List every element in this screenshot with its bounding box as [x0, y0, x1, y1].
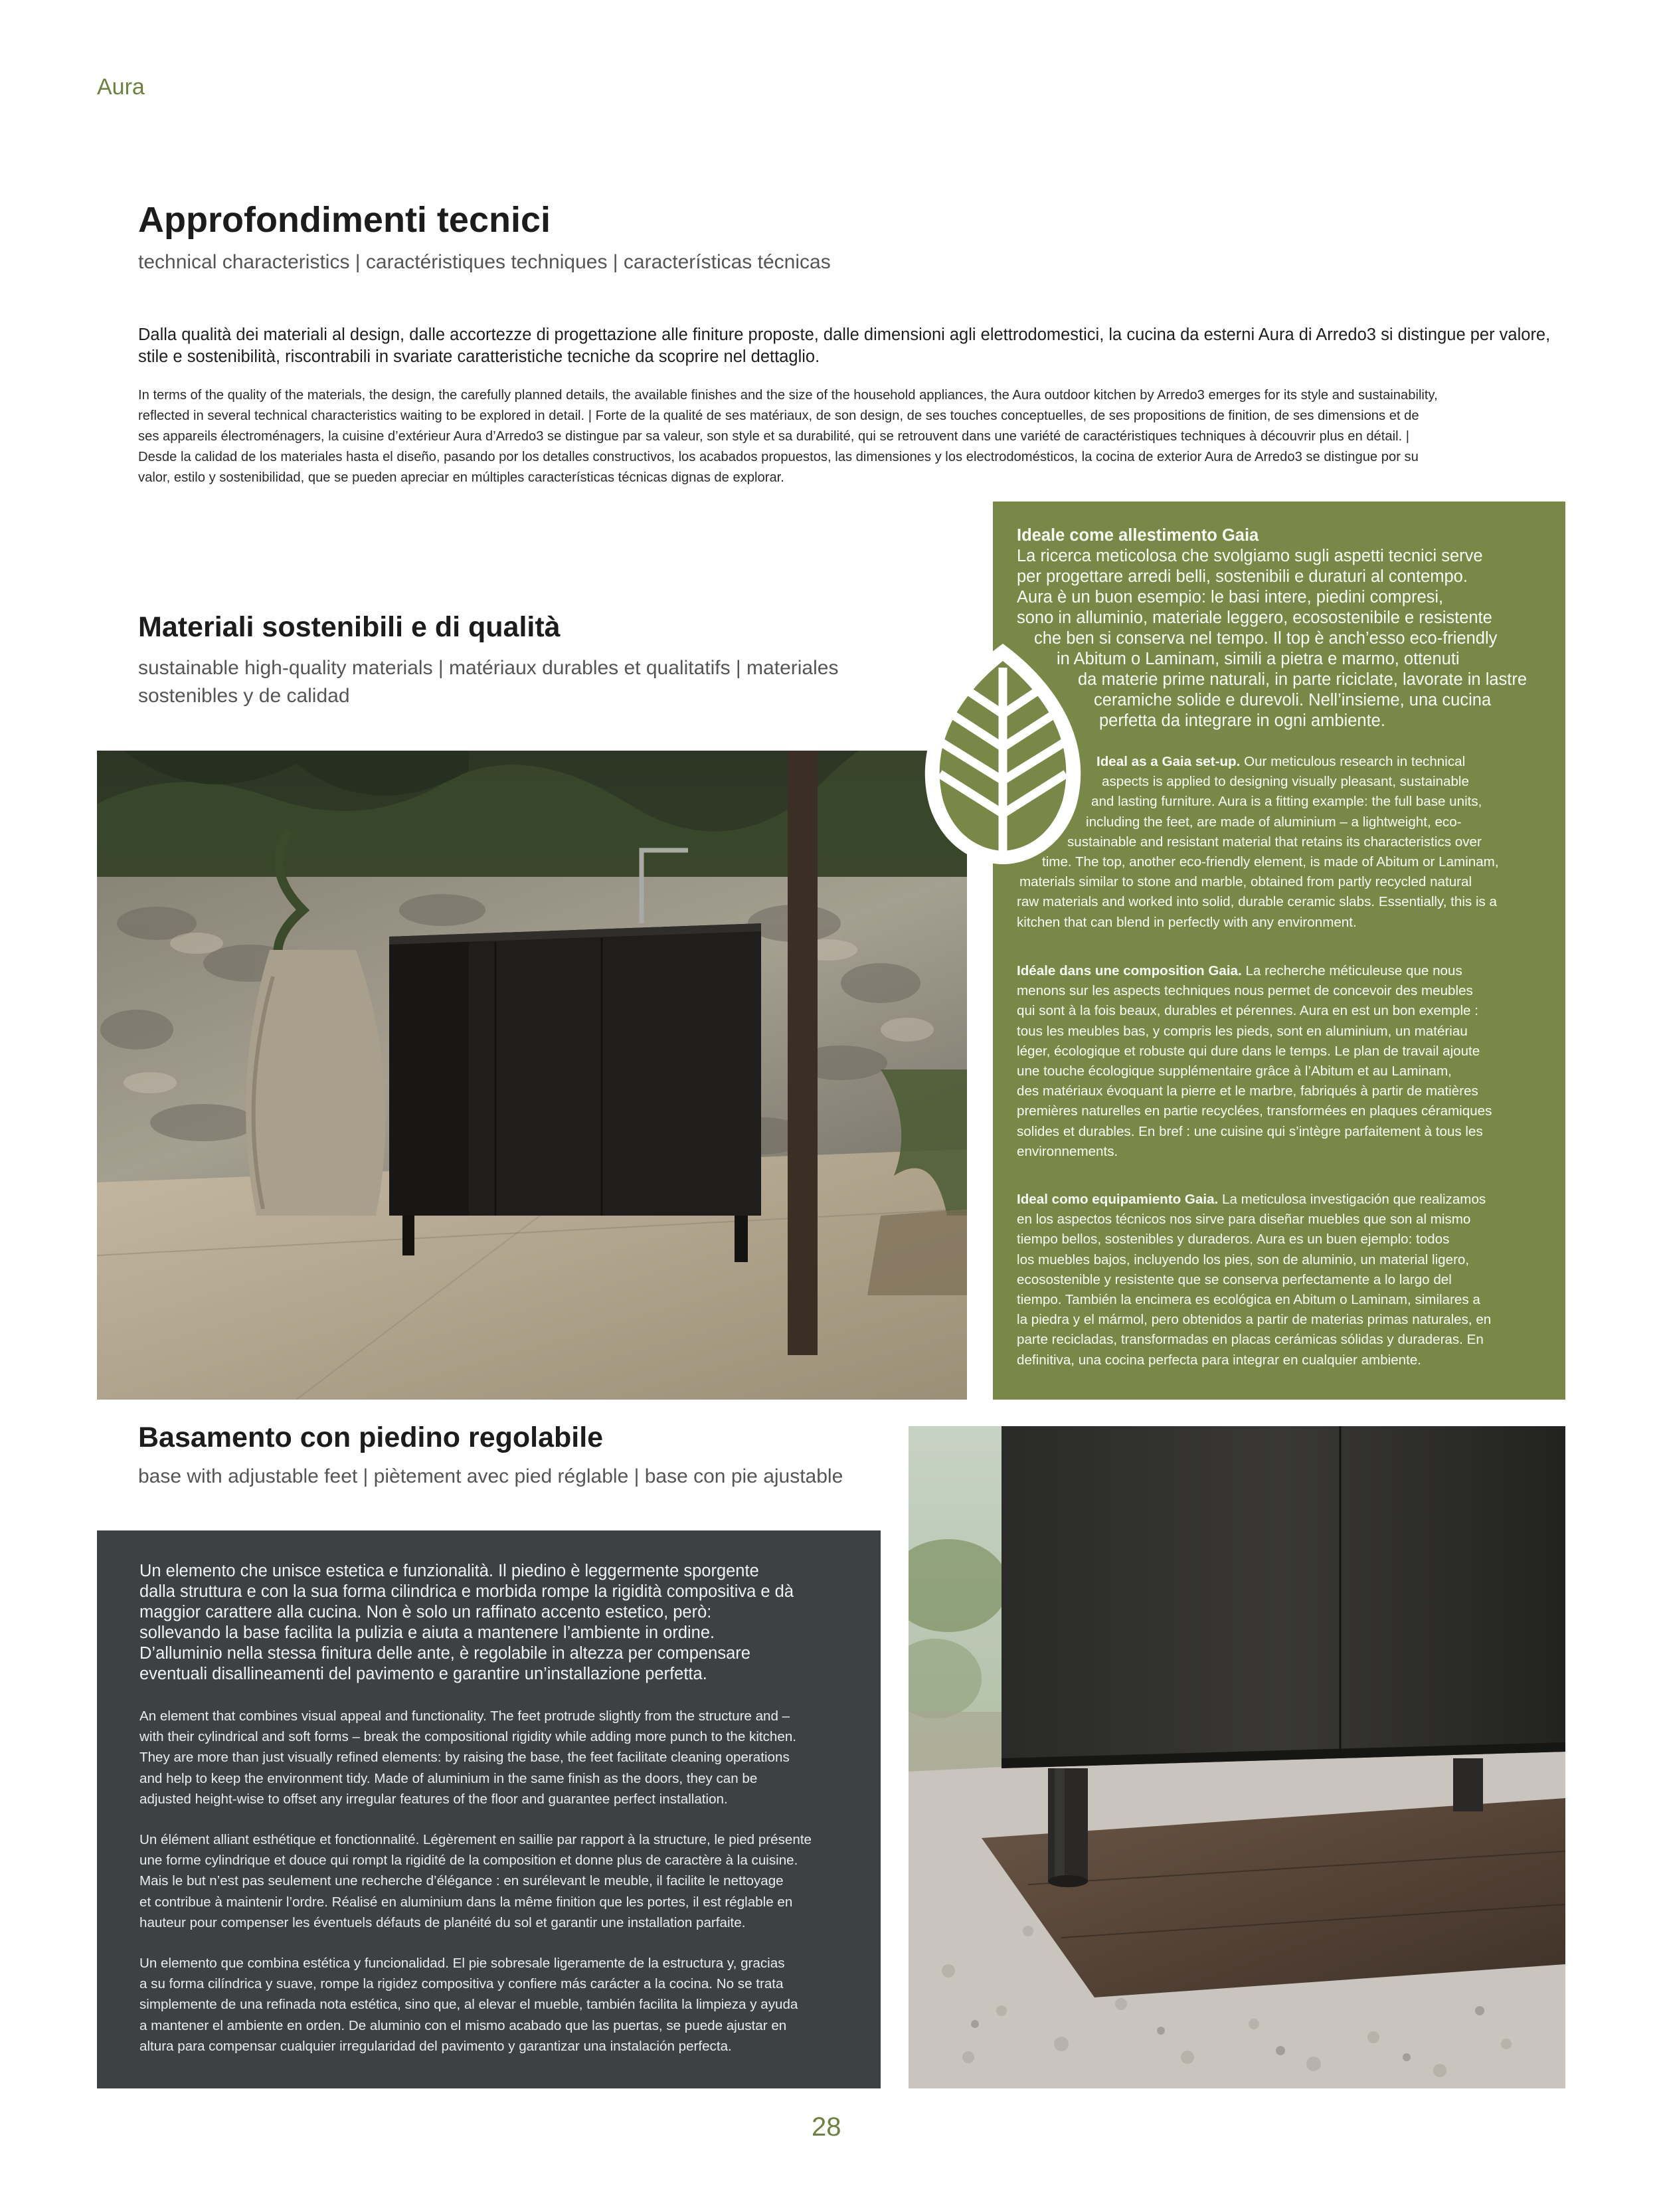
- feet-it-line: eventuali disallineamenti del pavimento e garantire un’installazione perfetta.: [139, 1665, 707, 1683]
- gaia-es-line: tiempo bellos, sostenibles y duraderos. Aura es un buen ejemplo: todos: [1017, 1232, 1450, 1247]
- gaia-it-line: Aura è un buon esempio: le basi intere, piedini compresi,: [1017, 588, 1444, 606]
- page-subtitle: technical characteristics | caractéristiques techniques | características técnicas: [138, 251, 831, 273]
- gaia-fr-line: environnements.: [1017, 1143, 1118, 1159]
- gaia-fr-line: tous les meubles bas, y compris les pieds, sont en aluminium, un matériau: [1017, 1023, 1468, 1039]
- gaia-info-panel: [993, 502, 1565, 1400]
- feet-es-line: simplemente de una refinada nota estética, sino que, al elevar el mueble, también facilita la limpieza y ayuda: [139, 1997, 798, 2013]
- gaia-en-line: and lasting furniture. Aura is a fitting example: the full base units,: [1091, 794, 1482, 810]
- feet-fr-line: et contribue à maintenir l’ordre. Réalisé en aluminium dans la même finition que les portes, il est réglable en: [139, 1894, 793, 1910]
- base-title: Basamento con piedino regolabile: [138, 1422, 604, 1453]
- leaf-icon: [910, 641, 1096, 867]
- gaia-fr-line: une touche écologique supplémentaire grâce à l’Abitum et au Laminam,: [1017, 1063, 1452, 1079]
- gaia-es-line: en los aspectos técnicos nos sirve para diseñar muebles que son al mismo: [1017, 1212, 1471, 1228]
- feet-spanish-block: [139, 1953, 863, 2057]
- gaia-it-line: sono in alluminio, materiale leggero, ecosostenibile e resistente: [1017, 608, 1492, 627]
- feet-it-line: maggior carattere alla cucina. Non è solo un raffinato accento estetico, però:: [139, 1603, 712, 1621]
- gaia-es-line: los muebles bajos, incluyendo los pies, son de aluminio, un material ligero,: [1017, 1251, 1470, 1267]
- gaia-es-line: La meticulosa investigación que realizamos: [1222, 1192, 1486, 1207]
- gaia-es-title: Ideal como equipamiento Gaia.: [1017, 1192, 1219, 1207]
- materials-subtitle-line: sostenibles y de calidad: [138, 685, 350, 707]
- page-title: Approfondimenti tecnici: [138, 200, 551, 240]
- feet-it-line: sollevando la base facilita la pulizia e aiuta a mantenere l’ambiente in ordine.: [139, 1623, 715, 1642]
- gaia-french-block: [1017, 961, 1548, 1162]
- gaia-fr-title: Idéale dans une composition Gaia.: [1017, 963, 1242, 978]
- adjustable-foot-photo: [909, 1426, 1565, 2088]
- intro-multilingual: [138, 385, 1539, 488]
- gaia-it-line: da materie prime naturali, in parte riciclate, lavorate in lastre: [1078, 670, 1528, 689]
- feet-en-line: adjusted height-wise to offset any irregular features of the floor and guarantee perfect installation.: [139, 1791, 728, 1807]
- gaia-fr-line: menons sur les aspects techniques nous permet de concevoir des meubles: [1017, 983, 1473, 999]
- gaia-it-line: La ricerca meticolosa che svolgiamo sugli aspetti tecnici serve: [1017, 547, 1483, 565]
- gaia-it-line: ceramiche solide e durevoli. Nell’insieme, una cucina: [1094, 691, 1492, 709]
- intro-line: In terms of the quality of the materials, the design, the carefully planned details, the available finishes and the size of the household appliances, the Aura outdoor kitchen by Arredo3 emerges for its style and sustainability,: [138, 388, 1438, 403]
- feet-fr-line: hauteur pour compenser les éventuels défauts de planéité du sol et garantir une installation parfaite.: [139, 1914, 746, 1930]
- gaia-it-line: per progettare arredi belli, sostenibili e duraturi al contempo.: [1017, 567, 1468, 586]
- gaia-es-line: tiempo. También la encimera es ecológica en Abitum o Laminam, similares a: [1017, 1292, 1480, 1308]
- adjustable-feet-panel: [97, 1530, 881, 2088]
- feet-en-line: with their cylindrical and soft forms – break the compositional rigidity while adding more punch to the kitchen.: [139, 1729, 796, 1745]
- gaia-en-line: sustainable and resistant material that retains its characteristics over: [1067, 834, 1482, 850]
- feet-it-line: D’alluminio nella stessa finitura delle ante, è regolabile in altezza per compensare: [139, 1644, 750, 1663]
- gaia-es-line: definitiva, una cocina perfecta para integrar en cualquier ambiente.: [1017, 1352, 1422, 1368]
- gaia-en-line: aspects is applied to designing visually pleasant, sustainable: [1102, 774, 1469, 790]
- intro-line: Desde la calidad de los materiales hasta el diseño, pasando por los detalles constructivos, los acabados propuestos, las dimensiones y los electrodomésticos, la cocina de exterior Aura de Arredo3 se distingue por su: [138, 450, 1419, 464]
- gaia-fr-line: premières naturelles en partie recyclées, transformées en plaques céramiques: [1017, 1103, 1492, 1119]
- gaia-fr-line: des matériaux évoquant la pierre et le marbre, fabriqués à partir de matières: [1017, 1083, 1478, 1099]
- feet-english-block: [139, 1706, 863, 1809]
- gaia-it-line: perfetta da integrare in ogni ambiente.: [1099, 711, 1385, 730]
- gaia-en-line: kitchen that can blend in perfectly with any environment.: [1017, 914, 1357, 930]
- gaia-fr-line: qui sont à la fois beaux, durables et pérennes. Aura en est un bon exemple :: [1017, 1003, 1478, 1019]
- feet-italian-block: [139, 1561, 857, 1685]
- feet-es-line: a su forma cilíndrica y suave, rompe la rigidez compositiva y confiere más carácter a la cocina. No se trata: [139, 1976, 784, 1992]
- gaia-it-title: Ideale come allestimento Gaia: [1017, 526, 1259, 545]
- gaia-spanish-block: [1017, 1190, 1548, 1370]
- kitchen-terrace-photo: [97, 751, 967, 1400]
- base-subtitle: base with adjustable feet | piètement avec pied réglable | base con pie ajustable: [138, 1465, 843, 1487]
- intro-line: valor, estilo y sostenibilidad, que se pueden apreciar en múltiples características técnicas dignas de explorar.: [138, 470, 784, 485]
- intro-italian: [138, 324, 1551, 368]
- feet-fr-line: Mais le but n’est pas seulement une recherche d’élégance : en surélevant le meuble, il facilite le nettoyage: [139, 1873, 784, 1889]
- intro-line: reflected in several technical characteristics waiting to be explored in detail. | Forte de la qualité de ses matériaux, de son design, de ses touches conceptuelles, de ses propositions de finition, de ses dimensions et de: [138, 409, 1419, 423]
- feet-fr-line: Un élément alliant esthétique et fonctionnalité. Légèrement en saillie par rapport à la structure, le pied présente: [139, 1832, 812, 1847]
- feet-es-line: Un elemento que combina estética y funcionalidad. El pie sobresale ligeramente de la estructura y, gracias: [139, 1956, 785, 1971]
- gaia-fr-line: solides et durables. En bref : une cuisine qui s’intègre parfaitement à tous les: [1017, 1123, 1483, 1139]
- gaia-it-line: in Abitum o Laminam, simili a pietra e marmo, ottenuti: [1057, 650, 1460, 668]
- materials-subtitle: [138, 654, 838, 710]
- brand-label: Aura: [97, 74, 145, 100]
- gaia-es-line: ecosostenible y resistente que se conserva perfectamente a lo largo del: [1017, 1271, 1452, 1287]
- feet-french-block: [139, 1829, 863, 1933]
- gaia-en-line: Our meticulous research in technical: [1244, 754, 1466, 769]
- materials-title: Materiali sostenibili e di qualità: [138, 611, 561, 643]
- gaia-it-line: che ben si conserva nel tempo. Il top è anch’esso eco-friendly: [1034, 629, 1498, 648]
- page-number: 28: [812, 2112, 841, 2142]
- feet-en-line: They are more than just visually refined elements: by raising the base, the feet facilitate cleaning operations: [139, 1750, 790, 1766]
- feet-it-line: dalla struttura e con la sua forma cilindrica e morbida rompe la rigidità compositiva e dà: [139, 1582, 794, 1601]
- feet-fr-line: une forme cylindrique et douce qui rompt la rigidité de la composition et donne plus de caractère à la cuisine.: [139, 1853, 798, 1869]
- gaia-en-line: raw materials and worked into solid, durable ceramic slabs. Essentially, this is a: [1017, 894, 1497, 910]
- gaia-en-line: time. The top, another eco-friendly element, is made of Abitum or Laminam,: [1042, 854, 1499, 870]
- intro-line: ses appareils électroménagers, la cuisine d’extérieur Aura d’Arredo3 se distingue par sa valeur, son style et sa durabilité, qui se retrouvent dans une variété de caractéristiques techniques à découvrir plus en détail. |: [138, 429, 1410, 444]
- gaia-es-line: la piedra y el mármol, pero obtenidos a partir de materias primas naturales, en: [1017, 1312, 1492, 1328]
- feet-es-line: altura para compensar cualquier irregularidad del pavimento y garantizar una instalación perfecta.: [139, 2038, 732, 2054]
- gaia-es-line: parte recicladas, transformadas en placas cerámicas sólidas y duraderas. En: [1017, 1332, 1484, 1348]
- feet-en-line: and help to keep the environment tidy. Made of aluminium in the same finish as the doors, they can be: [139, 1770, 758, 1786]
- gaia-en-line: including the feet, are made of aluminium – a lightweight, eco-: [1086, 814, 1462, 830]
- gaia-fr-line: La recherche méticuleuse que nous: [1245, 963, 1462, 978]
- gaia-en-title: Ideal as a Gaia set-up.: [1096, 754, 1241, 769]
- intro-line: Dalla qualità dei materiali al design, dalle accortezze di progettazione alle finiture proposte, dalle dimensioni agli elettrodomestici, la cucina da esterni Aura di Arredo3 si distingue per valore,: [138, 325, 1551, 344]
- intro-line: stile e sostenibilità, riscontrabili in svariate caratteristiche tecniche da scoprire nel dettaglio.: [138, 347, 820, 366]
- gaia-en-line: materials similar to stone and marble, obtained from partly recycled natural: [1019, 874, 1472, 890]
- feet-it-line: Un elemento che unisce estetica e funzionalità. Il piedino è leggermente sporgente: [139, 1562, 759, 1580]
- feet-es-line: a mantener el ambiente en orden. De aluminio con el mismo acabado que las puertas, se puede ajustar en: [139, 2017, 787, 2033]
- gaia-english-block: [1017, 752, 1548, 933]
- gaia-fr-line: léger, écologique et robuste qui dure dans le temps. Le plan de travail ajoute: [1017, 1043, 1480, 1059]
- feet-en-line: An element that combines visual appeal and functionality. The feet protrude slightly from the structure and –: [139, 1708, 790, 1724]
- materials-subtitle-line: sustainable high-quality materials | matériaux durables et qualitatifs | materiales: [138, 657, 839, 679]
